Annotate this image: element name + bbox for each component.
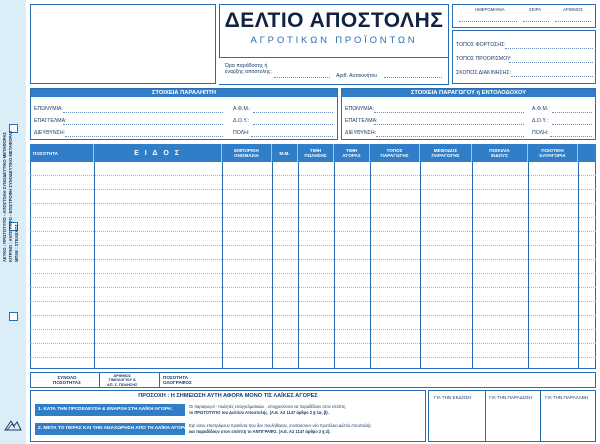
purpose-label: ΣΚΟΠΟΣ ΔΙΑΚΙΝΗΣΗΣ: bbox=[456, 70, 512, 76]
side-copy-line-3: ΜΠΛΕ : ΣΤΕΛΕΧΟΣ bbox=[14, 224, 19, 262]
table-row[interactable] bbox=[30, 259, 596, 260]
form-sheet bbox=[26, 0, 600, 444]
signature-divider bbox=[540, 391, 541, 441]
number-label: ΑΡΙΘΜΟΣ bbox=[563, 7, 583, 12]
col-variety: ΠΟΙΚΙΛΙΑ ΕΙΔΟΥΣ bbox=[472, 144, 528, 162]
producer-doy-field[interactable] bbox=[552, 124, 592, 125]
logo-box bbox=[30, 4, 216, 84]
left-margin bbox=[0, 0, 26, 444]
table-row[interactable] bbox=[30, 329, 596, 330]
table-row[interactable] bbox=[30, 203, 596, 204]
col-method: ΜΕΘΟΔΟΣ ΠΑΡΑΓΩΓΗΣ bbox=[420, 144, 472, 162]
col-divider bbox=[528, 162, 529, 368]
recipient-doy-field[interactable] bbox=[253, 124, 333, 125]
table-row[interactable] bbox=[30, 301, 596, 302]
producer-name-label: ΕΠΩΝΥΜΙΑ: bbox=[345, 106, 374, 112]
table-row[interactable] bbox=[30, 245, 596, 246]
number-field[interactable] bbox=[555, 21, 591, 22]
notice-text-2b: και παραδίδουν στον επόπτη το ΑΝΤΙΓΡΑΦΟ. (Α.Ε. Α2 1147 άρθρο 2 § 2). bbox=[189, 429, 331, 434]
table-row[interactable] bbox=[30, 217, 596, 218]
recipient-name-field[interactable] bbox=[63, 112, 223, 113]
producer-job-label: ΕΠΑΓΓΕΛΜΑ: bbox=[345, 118, 378, 124]
recipient-job-label: ΕΠΑΓΓΕΛΜΑ: bbox=[34, 118, 67, 124]
delivery-time-box bbox=[219, 57, 449, 85]
copy-checkbox-3[interactable] bbox=[9, 312, 18, 321]
table-row[interactable] bbox=[30, 189, 596, 190]
col-extra bbox=[578, 144, 596, 162]
recipient-address-field[interactable] bbox=[65, 136, 223, 137]
notice-text-1b: το ΠΡΩΤΟΤΥΠΟ του Δελτίου Αποστολής. (Α.Ε. Α2 1147 άρθρο 2 § 1α, β). bbox=[189, 410, 329, 415]
total-quantity-label: ΣΥΝΟΛΟ ΠΟΣΟΤΗΤΑΣ bbox=[53, 375, 81, 385]
number-box bbox=[452, 4, 596, 28]
signature-receipt-label: ΓΙΑ ΤΗΝ ΠΑΡΑΛΑΒΗ bbox=[545, 395, 589, 400]
col-quality: ΠΟΙΟΤΙΚΗ ΚΑΤΗΓΟΡΙΑ bbox=[528, 144, 578, 162]
producer-city-field[interactable] bbox=[550, 136, 592, 137]
signature-divider bbox=[485, 391, 486, 441]
producer-name-field[interactable] bbox=[374, 112, 524, 113]
notice-item-1: 1. ΚΑΤΑ ΤΗΝ ΠΡΟΣΕΛΕΥΣΗ & ΕΝΑΡΞΗ ΣΤΗ ΛΑΪΚΗ ΑΓΟΡΑ: bbox=[35, 404, 185, 416]
signatures-box bbox=[428, 390, 596, 442]
col-divider bbox=[222, 162, 223, 368]
totals-row bbox=[30, 372, 596, 388]
col-sell-price: ΤΙΜΗ ΠΩΛΗΣΗΣ bbox=[298, 144, 334, 162]
form-title: ΔΕΛΤΙΟ ΑΠΟΣΤΟΛΗΣ bbox=[224, 9, 444, 32]
load-place-label: ΤΟΠΟΣ ΦΟΡΤΩΣΗΣ: bbox=[456, 42, 506, 48]
quantity-words-label: ΠΟΣΟΤΗΤΑ ΟΛΟΓΡΑΦΟΣ bbox=[163, 375, 192, 385]
destination-label: ΤΟΠΟΣ ΠΡΟΟΡΙΣΜΟΥ: bbox=[456, 56, 512, 62]
recipient-city-label: ΠΟΛΗ: bbox=[233, 130, 250, 136]
date-label: ΗΜΕΡΟΜΗΝΙΑ bbox=[475, 7, 505, 12]
side-copy-line-1: ΛΕΥΚΟ : ΠΡΩΤΟΤΥΠΟ - ΑΠΟΣΤΟΛΗ ΣΥΝΟΔΕΥΤΙΚΟ ΜΕΤΑΦΟΡΑΣ bbox=[2, 132, 7, 262]
table-row[interactable] bbox=[30, 287, 596, 288]
col-quantity: ΠΟΣΟΤΗΤΑ bbox=[30, 144, 94, 162]
form-subtitle: ΑΓΡΟΤΙΚΩΝ ΠΡΟΪΟΝΤΩΝ bbox=[250, 35, 418, 46]
delivery-time-field[interactable] bbox=[274, 77, 330, 78]
recipient-afm-label: Α.Φ.Μ.: bbox=[233, 106, 251, 112]
producer-doy-label: Δ.Ο.Υ.: bbox=[532, 118, 549, 124]
col-divider bbox=[370, 162, 371, 368]
date-field[interactable] bbox=[459, 21, 517, 22]
table-row[interactable] bbox=[30, 343, 596, 344]
signature-issue-label: ΓΙΑ ΤΗΝ ΕΚΔΟΣΗ bbox=[434, 395, 472, 400]
notice-text-1a: Οι παραγωγοί - πωλητές επαγγελματικών , υποχρεούνται να παραδίδουν στον επόπτη bbox=[189, 404, 346, 409]
producer-afm-label: Α.Φ.Μ.: bbox=[532, 106, 550, 112]
producer-box bbox=[341, 88, 596, 140]
destination-field[interactable] bbox=[509, 62, 593, 63]
notice-heading: ΠΡΟΣΟΧΗ : Η ΣΗΜΕΙΩΣΗ ΑΥΤΗ ΑΦΟΡΑ ΜΟΝΟ ΤΙΣ ΛΑΪΚΕΣ ΑΓΟΡΕΣ bbox=[138, 393, 318, 399]
producer-address-label: ΔΙΕΥΘΥΝΣΗ: bbox=[345, 130, 377, 136]
producer-title: ΣΤΟΙΧΕΙΑ ΠΑΡΑΓΩΓΟΥ ή ΕΝΤΟΛΟΔΟΧΟΥ bbox=[342, 89, 595, 97]
col-divider bbox=[298, 162, 299, 368]
col-divider bbox=[94, 162, 95, 368]
vehicle-label: Αριθ. Αυτοκινήτου bbox=[336, 73, 378, 79]
producer-afm-field[interactable] bbox=[552, 112, 592, 113]
series-label: ΣΕΙΡΑ bbox=[529, 7, 542, 12]
col-divider bbox=[334, 162, 335, 368]
recipient-box bbox=[30, 88, 338, 140]
table-row[interactable] bbox=[30, 273, 596, 274]
totals-divider bbox=[159, 373, 160, 387]
totals-divider bbox=[99, 373, 100, 387]
col-divider bbox=[272, 162, 273, 368]
notice-item-2: 2. ΜΕΤΑ ΤΟ ΠΕΡΑΣ ΚΑΙ ΤΗΝ ΑΝΑΧΩΡΗΣΗ ΑΠΟ ΤΗ ΛΑΪΚΗ ΑΓΟΡΑ: bbox=[35, 423, 185, 435]
producer-job-field[interactable] bbox=[374, 124, 524, 125]
title-box bbox=[219, 4, 449, 84]
signature-delivery-label: ΓΙΑ ΤΗΝ ΠΑΡΑΔΟΣΗ bbox=[489, 395, 533, 400]
col-buy-price: ΤΙΜΗ ΑΓΟΡΑΣ bbox=[334, 144, 370, 162]
table-row[interactable] bbox=[30, 315, 596, 316]
col-origin: ΤΟΠΟΣ ΠΑΡΑΓΩΓΗΣ bbox=[370, 144, 420, 162]
col-divider bbox=[420, 162, 421, 368]
producer-address-field[interactable] bbox=[376, 136, 524, 137]
recipient-name-label: ΕΠΩΝΥΜΙΑ: bbox=[34, 106, 63, 112]
table-row[interactable] bbox=[30, 231, 596, 232]
col-trade-name: ΕΜΠΟΡΙΚΗ ΟΝΟΜΑΣΙΑ bbox=[222, 144, 272, 162]
items-table bbox=[30, 144, 596, 369]
recipient-city-field[interactable] bbox=[251, 136, 333, 137]
notice-box bbox=[30, 390, 426, 442]
printer-logo-icon bbox=[3, 418, 23, 434]
recipient-address-label: ΔΙΕΥΘΥΝΣΗ: bbox=[34, 130, 66, 136]
notice-text-2a: Εφ' όσον επιστρέφουν προϊόντα που δεν πουλήθηκαν, συντάσσουν νέο προτέλειο Δελτίο Αποστολής bbox=[189, 423, 372, 428]
table-header bbox=[30, 144, 596, 162]
col-divider bbox=[578, 162, 579, 368]
recipient-afm-field[interactable] bbox=[253, 112, 333, 113]
table-row[interactable] bbox=[30, 175, 596, 176]
col-item: Ε Ι Δ Ο Σ bbox=[94, 144, 222, 162]
col-unit: Μ.Μ. bbox=[272, 144, 298, 162]
producer-city-label: ΠΟΛΗ: bbox=[532, 130, 549, 136]
series-field[interactable] bbox=[523, 21, 549, 22]
recipient-title: ΣΤΟΙΧΕΙΑ ΠΑΡΑΛΗΠΤΗ bbox=[31, 89, 337, 97]
side-copy-line-2: ΚΙΤΡΙΝΟ : ΑΝΤΙΓΡΑΦΟ - ΕΠΙΣΤΡΟΦΗ ΣΥΝΟΔΕΥΤΙΚΟ ΜΕΤΑΦΟΡΑΣ bbox=[8, 130, 13, 262]
col-divider bbox=[472, 162, 473, 368]
table-row[interactable] bbox=[30, 357, 596, 358]
invoice-number-label: ΑΡΙΘΜΟΣ ΤΙΜΟΛΟΓΙΟΥ & ΑΠ. Σ. ΠΩΛΗΣΗΣ bbox=[107, 374, 138, 387]
load-place-field[interactable] bbox=[505, 48, 593, 49]
recipient-doy-label: Δ.Ο.Υ.: bbox=[233, 118, 250, 124]
vehicle-field[interactable] bbox=[384, 77, 442, 78]
delivery-time-label: Ώρα παράδοσης ή έναρξης αποστολής: bbox=[225, 63, 272, 75]
transport-box bbox=[452, 30, 596, 84]
recipient-job-field[interactable] bbox=[63, 124, 223, 125]
purpose-field[interactable] bbox=[511, 76, 593, 77]
